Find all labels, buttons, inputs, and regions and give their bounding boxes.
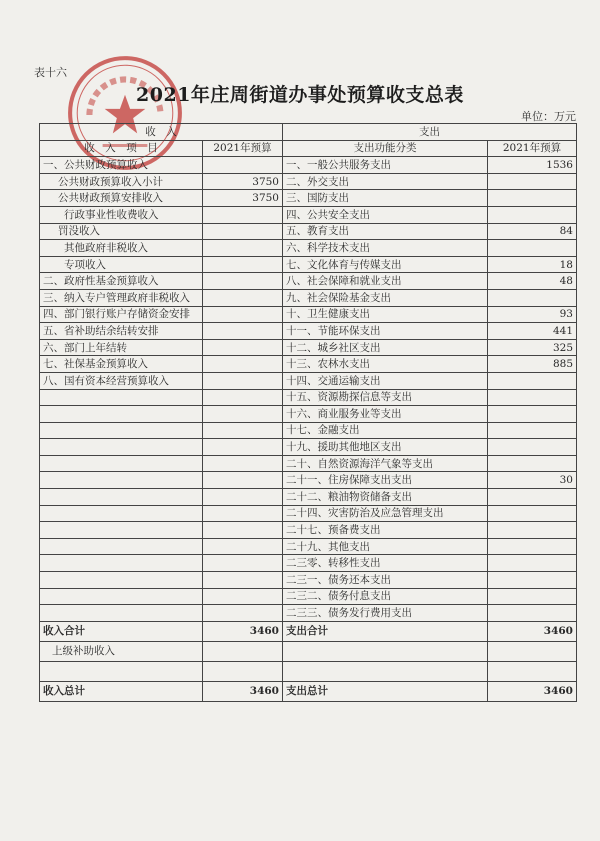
table-row (40, 588, 577, 605)
income-total-label: 收入总计 (40, 681, 203, 701)
income-item-header: 收 入 项 目 (40, 140, 203, 157)
income-item-cell: 行政事业性收费收入 (40, 206, 203, 223)
expense-item-cell: 二十九、其他支出 (283, 538, 488, 555)
income-subtotal-value: 3460 (203, 621, 283, 641)
income-value-cell (203, 323, 283, 340)
expense-item-cell: 二三一、债务还本支出 (283, 572, 488, 589)
income-value-cell (203, 339, 283, 356)
expense-value-cell (488, 406, 577, 423)
expense-value-cell (488, 439, 577, 456)
expense-value-cell (488, 240, 577, 257)
expense-item-cell: 十六、商业服务业等支出 (283, 406, 488, 423)
expense-item-cell: 二十二、粮油物资储备支出 (283, 489, 488, 506)
superior-subsidy-row (40, 641, 577, 661)
income-item-cell (40, 505, 203, 522)
income-value-cell (203, 372, 283, 389)
table-row (40, 406, 577, 423)
income-item-cell (40, 455, 203, 472)
income-item-cell (40, 472, 203, 489)
expense-item-cell: 八、社会保障和就业支出 (283, 273, 488, 290)
expense-value-cell: 325 (488, 339, 577, 356)
income-item-cell: 八、国有资本经营预算收入 (40, 372, 203, 389)
expense-item-cell: 三、国防支出 (283, 190, 488, 207)
expense-value-cell (488, 572, 577, 589)
income-item-cell: 其他政府非税收入 (40, 240, 203, 257)
income-value-cell (203, 223, 283, 240)
income-item-cell (40, 389, 203, 406)
income-item-cell: 四、部门银行账户存储资金安排 (40, 306, 203, 323)
expense-item-cell: 二十七、预备费支出 (283, 522, 488, 539)
expense-item-cell: 十三、农林水支出 (283, 356, 488, 373)
expense-item-cell: 七、文化体育与传媒支出 (283, 256, 488, 273)
expense-value-cell: 18 (488, 256, 577, 273)
income-item-cell (40, 588, 203, 605)
expense-value-cell (488, 173, 577, 190)
income-value-cell (203, 605, 283, 622)
income-value-cell (203, 406, 283, 423)
income-value-cell (203, 455, 283, 472)
income-section-header: 收 入 (40, 124, 283, 141)
income-item-cell: 七、社保基金预算收入 (40, 356, 203, 373)
expense-value-cell (488, 389, 577, 406)
expense-item-cell: 十四、交通运输支出 (283, 372, 488, 389)
income-value-cell (203, 505, 283, 522)
expense-item-cell: 二十一、住房保障支出支出 (283, 472, 488, 489)
income-value-cell (203, 356, 283, 373)
income-value-cell (203, 206, 283, 223)
income-item-cell: 罚没收入 (40, 223, 203, 240)
expense-value-cell: 84 (488, 223, 577, 240)
expense-budget-header: 2021年预算 (488, 140, 577, 157)
table-row (40, 289, 577, 306)
expense-value-cell (488, 190, 577, 207)
income-value-cell (203, 538, 283, 555)
expense-item-cell: 十一、节能环保支出 (283, 323, 488, 340)
table-row (40, 455, 577, 472)
income-item-cell (40, 538, 203, 555)
income-value-cell (203, 306, 283, 323)
income-item-cell: 五、省补助结余结转安排 (40, 323, 203, 340)
expense-value-cell: 93 (488, 306, 577, 323)
table-row (40, 555, 577, 572)
table-row (40, 339, 577, 356)
expense-value-cell (488, 206, 577, 223)
table-row (40, 273, 577, 290)
table-row (40, 256, 577, 273)
income-value-cell (203, 472, 283, 489)
expense-item-cell: 一、一般公共服务支出 (283, 157, 488, 174)
expense-value-cell (488, 555, 577, 572)
income-value-cell (203, 389, 283, 406)
expense-item-cell: 十七、金融支出 (283, 422, 488, 439)
expense-subtotal-label: 支出合计 (283, 621, 488, 641)
income-budget-header: 2021年预算 (203, 140, 283, 157)
income-item-cell (40, 422, 203, 439)
income-value-cell (203, 572, 283, 589)
income-item-cell: 专项收入 (40, 256, 203, 273)
table-number-label: 表十六 (34, 66, 67, 79)
expense-total-value: 3460 (488, 681, 577, 701)
expense-item-cell: 二十四、灾害防治及应急管理支出 (283, 505, 488, 522)
expense-item-cell: 二十、自然资源海洋气象等支出 (283, 455, 488, 472)
table-row (40, 356, 577, 373)
table-row (40, 206, 577, 223)
income-value-cell (203, 256, 283, 273)
total-row (40, 681, 577, 701)
income-item-cell: 公共财政预算收入小计 (40, 173, 203, 190)
expense-item-cell: 十二、城乡社区支出 (283, 339, 488, 356)
table-row (40, 422, 577, 439)
table-row (40, 389, 577, 406)
expense-total-label: 支出总计 (283, 681, 488, 701)
expense-value-cell (488, 372, 577, 389)
expense-value-cell: 48 (488, 273, 577, 290)
expense-value-cell (488, 489, 577, 506)
expense-value-cell (488, 605, 577, 622)
income-item-cell (40, 572, 203, 589)
income-item-cell: 二、政府性基金预算收入 (40, 273, 203, 290)
expense-value-cell (488, 522, 577, 539)
expense-value-cell (488, 455, 577, 472)
table-row (40, 190, 577, 207)
table-row (40, 538, 577, 555)
income-item-cell (40, 406, 203, 423)
expense-item-cell: 六、科学技术支出 (283, 240, 488, 257)
expense-value-cell (488, 289, 577, 306)
table-row (40, 605, 577, 622)
income-value-cell: 3750 (203, 190, 283, 207)
table-row (40, 173, 577, 190)
table-row (40, 240, 577, 257)
income-item-cell: 公共财政预算安排收入 (40, 190, 203, 207)
table-row (40, 522, 577, 539)
table-row (40, 439, 577, 456)
superior-subsidy-label: 上级补助收入 (40, 641, 203, 661)
expense-item-cell: 九、社会保险基金支出 (283, 289, 488, 306)
income-item-cell: 六、部门上年结转 (40, 339, 203, 356)
income-value-cell (203, 289, 283, 306)
income-value-cell (203, 439, 283, 456)
income-total-value: 3460 (203, 681, 283, 701)
income-item-cell: 一、公共财政预算收入 (40, 157, 203, 174)
expense-item-cell: 十、卫生健康支出 (283, 306, 488, 323)
budget-table (39, 123, 577, 702)
income-value-cell (203, 555, 283, 572)
income-item-cell (40, 555, 203, 572)
income-value-cell (203, 489, 283, 506)
subtotal-row (40, 621, 577, 641)
section-header-row (40, 124, 577, 141)
table-row (40, 223, 577, 240)
expense-value-cell (488, 505, 577, 522)
unit-label: 单位：万元 (521, 110, 576, 123)
page-title: 2021年庄周街道办事处预算收支总表 (136, 84, 464, 106)
expense-value-cell: 30 (488, 472, 577, 489)
income-value-cell (203, 422, 283, 439)
income-value-cell (203, 157, 283, 174)
income-item-cell (40, 489, 203, 506)
expense-item-cell: 二三二、债务付息支出 (283, 588, 488, 605)
table-row (40, 505, 577, 522)
income-subtotal-label: 收入合计 (40, 621, 203, 641)
income-value-cell: 3750 (203, 173, 283, 190)
expense-value-cell (488, 538, 577, 555)
expense-item-cell: 四、公共安全支出 (283, 206, 488, 223)
income-value-cell (203, 240, 283, 257)
table-row (40, 323, 577, 340)
table-row (40, 472, 577, 489)
table-row (40, 489, 577, 506)
income-item-cell: 三、纳入专户管理政府非税收入 (40, 289, 203, 306)
table-row (40, 572, 577, 589)
income-item-cell (40, 605, 203, 622)
expense-item-cell: 十九、援助其他地区支出 (283, 439, 488, 456)
income-item-cell (40, 439, 203, 456)
expense-value-cell: 1536 (488, 157, 577, 174)
expense-value-cell (488, 588, 577, 605)
expense-subtotal-value: 3460 (488, 621, 577, 641)
income-item-cell (40, 522, 203, 539)
expense-item-cell: 二、外交支出 (283, 173, 488, 190)
income-value-cell (203, 588, 283, 605)
expense-section-header: 支出 (283, 124, 577, 141)
expense-item-cell: 二三零、转移性支出 (283, 555, 488, 572)
table-row (40, 372, 577, 389)
expense-item-header: 支出功能分类 (283, 140, 488, 157)
income-value-cell (203, 522, 283, 539)
expense-item-cell: 五、教育支出 (283, 223, 488, 240)
column-header-row (40, 140, 577, 157)
expense-value-cell: 885 (488, 356, 577, 373)
expense-item-cell: 二三三、债务发行费用支出 (283, 605, 488, 622)
expense-value-cell (488, 422, 577, 439)
expense-item-cell: 十五、资源勘探信息等支出 (283, 389, 488, 406)
income-value-cell (203, 273, 283, 290)
table-row (40, 306, 577, 323)
expense-value-cell: 441 (488, 323, 577, 340)
table-row (40, 157, 577, 174)
